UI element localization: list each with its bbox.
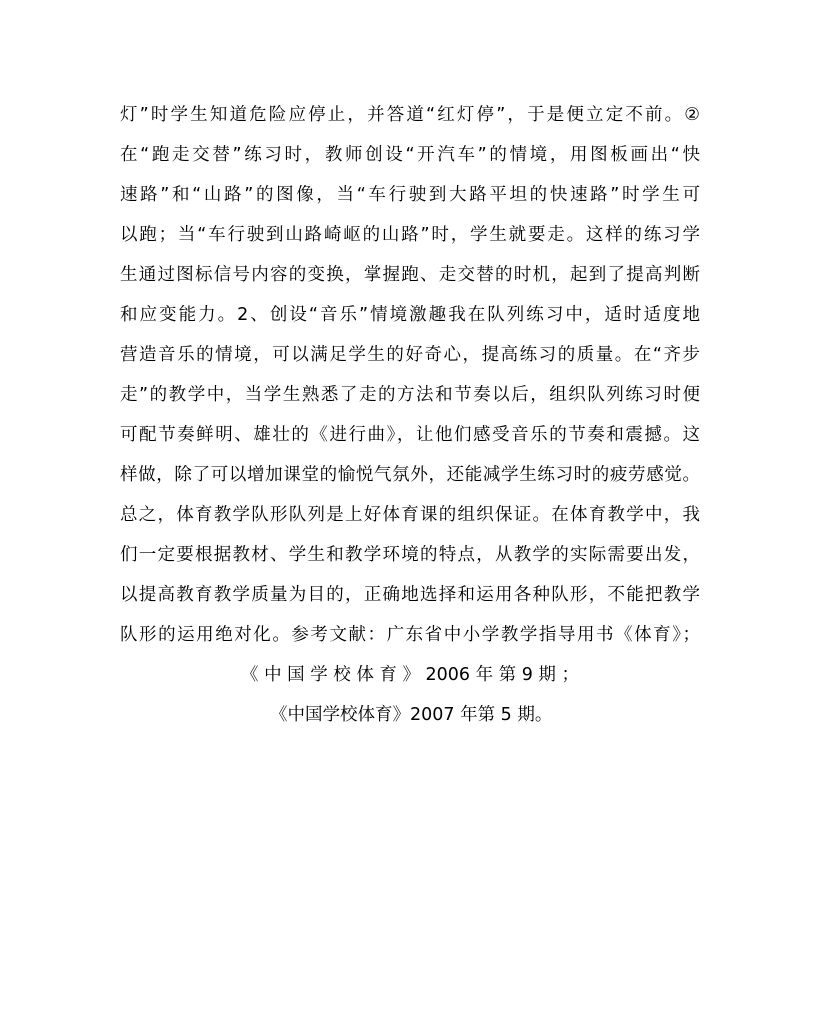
reference-line: 《中国学校体育》2007 年第 5 期。: [270, 705, 553, 725]
paragraph-line: 速路”和“山路”的图像，当“车行驶到大路平坦的快速路”时学生可: [120, 185, 700, 205]
paragraph-line: 以跑；当“车行驶到山路崎岖的山路”时，学生就要走。这样的练习学: [120, 225, 700, 245]
paragraph-line: 走”的教学中，当学生熟悉了走的方法和节奏以后，组织队列练习时便: [120, 385, 700, 405]
paragraph-line: 总之，体育教学队形队列是上好体育课的组织保证。在体育教学中，我: [120, 505, 700, 525]
paragraph-line: 灯”时学生知道危险应停止，并答道“红灯停”，于是便立定不前。②: [120, 105, 700, 125]
paragraph-line: 队形的运用绝对化。参考文献：广东省中小学教学指导用书《体育》；: [120, 625, 700, 645]
paragraph-line: 们一定要根据教材、学生和教学环境的特点，从教学的实际需要出发，: [120, 545, 700, 565]
reference-line: 《 中 国 学 校 体 育 》 2006 年 第 9 期 ；: [241, 665, 579, 685]
paragraph-line: 可配节奏鲜明、雄壮的《进行曲》，让他们感受音乐的节奏和震撼。这: [120, 425, 700, 445]
paragraph-line: 和应变能力。2、创设“音乐”情境激趣我在队列练习中，适时适度地: [120, 305, 700, 325]
paragraph-line: 营造音乐的情境，可以满足学生的好奇心，提高练习的质量。在“齐步: [120, 345, 700, 365]
paragraph-line: 在“跑走交替”练习时，教师创设“开汽车”的情境，用图板画出“快: [120, 145, 700, 165]
paragraph-line: 生通过图标信号内容的变换，掌握跑、走交替的时机，起到了提高判断: [120, 265, 700, 285]
paragraph-line: 样做，除了可以增加课堂的愉悦气氛外，还能减学生练习时的疲劳感觉。: [120, 465, 700, 485]
paragraph-line: 以提高教育教学质量为目的，正确地选择和运用各种队形，不能把教学: [120, 585, 700, 605]
body-text: [120, 95, 700, 735]
